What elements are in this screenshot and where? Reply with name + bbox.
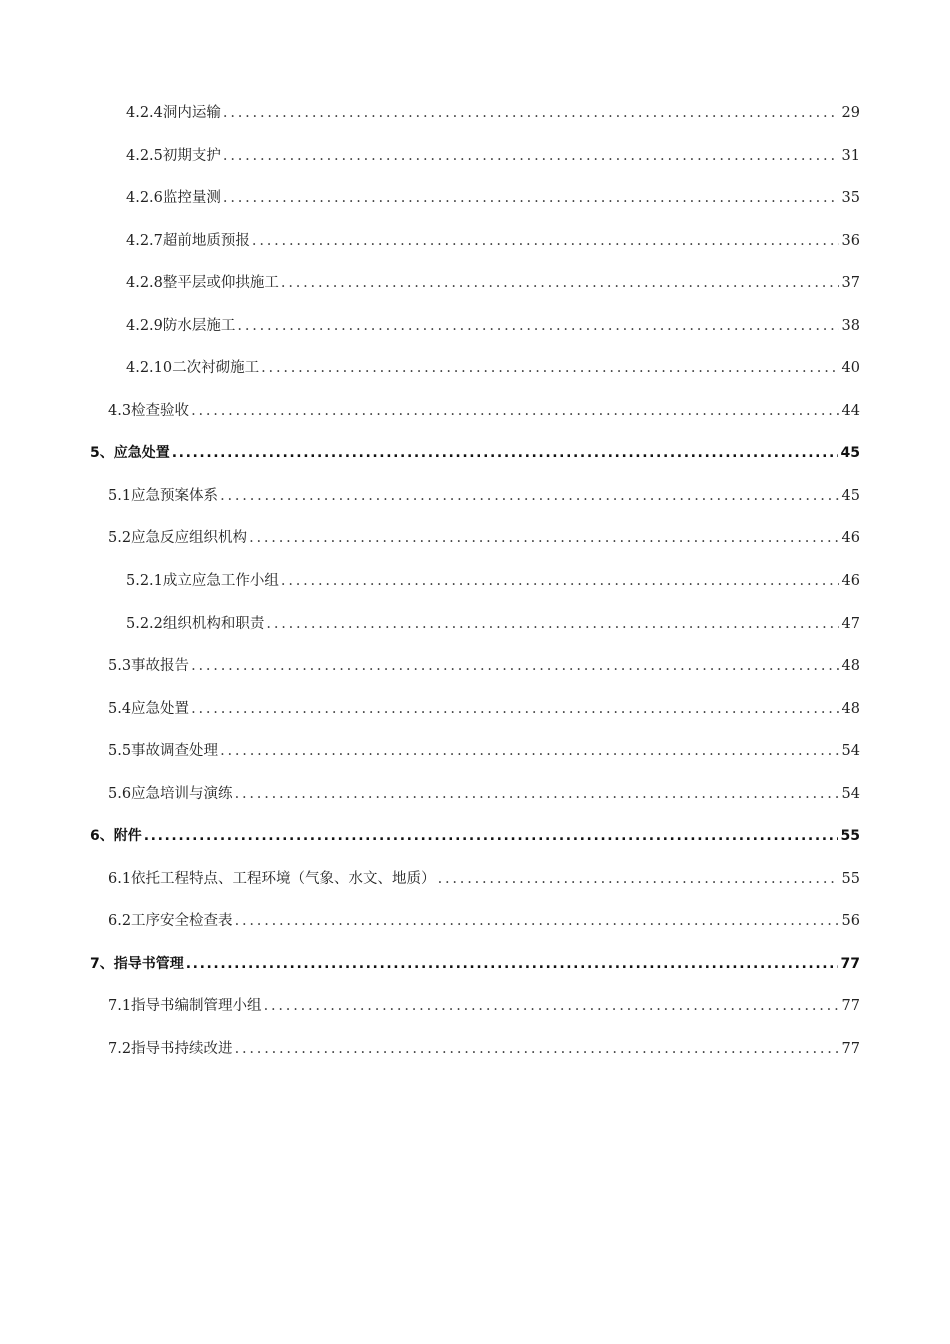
toc-entry-title: 5.4应急处置	[108, 700, 190, 717]
toc-dot-leader	[186, 943, 838, 986]
toc-entry-title: 7.1指导书编制管理小组	[108, 998, 262, 1015]
toc-entry-title: 4.2.4洞内运输	[126, 105, 221, 121]
toc-entry[interactable]	[90, 475, 860, 518]
toc-entry-title: 4.2.6监控量测	[126, 190, 221, 207]
toc-entry-page-number: 54	[841, 743, 860, 760]
toc-entry-page-number: 45	[841, 487, 860, 504]
toc-dot-leader	[223, 135, 839, 178]
toc-entry-page-number: 77	[841, 998, 860, 1015]
toc-dot-leader	[281, 560, 839, 603]
toc-entry-page-number: 77	[841, 1041, 860, 1058]
toc-entry-title: 7.2指导书持续改进	[108, 1041, 233, 1058]
toc-dot-leader	[235, 900, 839, 943]
toc-dot-leader	[172, 432, 838, 475]
toc-entry-page-number: 29	[841, 105, 860, 121]
toc-entry-title: 4.2.9防水层施工	[126, 317, 236, 334]
toc-entry-title: 6.2工序安全检查表	[108, 913, 233, 930]
toc-entry-title: 5.2.2组织机构和职责	[126, 615, 265, 632]
toc-dot-leader	[191, 390, 838, 433]
toc-entry[interactable]	[90, 517, 860, 560]
toc-entry[interactable]	[90, 560, 860, 603]
toc-entry-page-number: 31	[841, 147, 860, 164]
toc-entry-page-number: 77	[840, 955, 860, 972]
toc-entry-title: 4.2.8整平层或仰拱施工	[126, 275, 279, 292]
toc-entry-title: 5.2.1成立应急工作小组	[126, 573, 279, 590]
toc-dot-leader	[264, 985, 839, 1028]
toc-entry-page-number: 46	[841, 530, 860, 547]
toc-entry[interactable]	[90, 773, 860, 816]
toc-entry-page-number: 35	[841, 190, 860, 207]
toc-entry-page-number: 38	[841, 317, 860, 334]
toc-dot-leader	[191, 645, 838, 688]
toc-entry[interactable]	[90, 858, 860, 901]
toc-dot-leader	[235, 773, 839, 816]
toc-entry-title: 7、指导书管理	[90, 955, 184, 972]
toc-entry[interactable]	[90, 262, 860, 305]
toc-entry-page-number: 56	[841, 913, 860, 930]
toc-dot-leader	[249, 517, 838, 560]
toc-entry-title: 5.2应急反应组织机构	[108, 530, 248, 547]
toc-entry[interactable]	[90, 432, 860, 475]
toc-entry-page-number: 37	[841, 275, 860, 292]
toc-entry-title: 6.1依托工程特点、工程环境（气象、水文、地质）	[108, 870, 436, 887]
toc-entry[interactable]	[90, 347, 860, 390]
toc-dot-leader	[235, 1028, 839, 1071]
toc-dot-leader	[252, 220, 839, 263]
toc-dot-leader	[220, 475, 838, 518]
toc-dot-leader	[261, 347, 838, 390]
toc-entry-page-number: 45	[840, 445, 860, 462]
toc-dot-leader	[438, 858, 839, 901]
toc-entry[interactable]	[90, 305, 860, 348]
toc-entry[interactable]	[90, 220, 860, 263]
toc-entry-page-number: 55	[840, 828, 860, 845]
toc-entry-title: 4.2.7超前地质预报	[126, 232, 250, 249]
toc-entry-title: 5、应急处置	[90, 445, 170, 462]
toc-entry[interactable]	[90, 688, 860, 731]
toc-dot-leader	[223, 177, 839, 220]
toc-entry[interactable]	[90, 1028, 860, 1071]
toc-entry-page-number: 36	[841, 232, 860, 249]
toc-entry[interactable]	[90, 92, 860, 135]
toc-dot-leader	[191, 688, 838, 731]
toc-entry[interactable]	[90, 135, 860, 178]
toc-dot-leader	[266, 603, 838, 646]
toc-entry[interactable]	[90, 645, 860, 688]
toc-entry[interactable]	[90, 943, 860, 986]
toc-dot-leader	[220, 730, 838, 773]
toc-entry-title: 5.1应急预案体系	[108, 487, 219, 504]
toc-entry[interactable]	[90, 603, 860, 646]
toc-entry-page-number: 47	[841, 615, 860, 632]
toc-entry-page-number: 48	[841, 658, 860, 675]
toc-entry-title: 5.3事故报告	[108, 658, 190, 675]
toc-entry-title: 4.3检查验收	[108, 402, 190, 419]
toc-entry-title: 6、附件	[90, 828, 142, 845]
toc-entry-page-number: 48	[841, 700, 860, 717]
toc-entry[interactable]	[90, 815, 860, 858]
toc-entry-page-number: 44	[841, 402, 860, 419]
toc-entry[interactable]	[90, 730, 860, 773]
toc-entry-page-number: 55	[841, 870, 860, 887]
toc-entry-title: 4.2.10二次衬砌施工	[126, 360, 260, 377]
toc-entry[interactable]	[90, 900, 860, 943]
toc-entry-title: 5.5事故调查处理	[108, 743, 219, 760]
toc-entry-page-number: 46	[841, 573, 860, 590]
toc-entry-title: 4.2.5初期支护	[126, 147, 221, 164]
toc-dot-leader	[237, 305, 838, 348]
toc-dot-leader	[223, 92, 839, 135]
toc-entry[interactable]	[90, 985, 860, 1028]
toc-dot-leader	[144, 815, 838, 858]
toc-entry[interactable]	[90, 390, 860, 433]
toc-entry[interactable]	[90, 177, 860, 220]
toc-dot-leader	[281, 262, 839, 305]
toc-entry-page-number: 40	[841, 360, 860, 377]
table-of-contents	[90, 92, 860, 1071]
toc-entry-page-number: 54	[841, 785, 860, 802]
toc-entry-title: 5.6应急培训与演练	[108, 785, 233, 802]
